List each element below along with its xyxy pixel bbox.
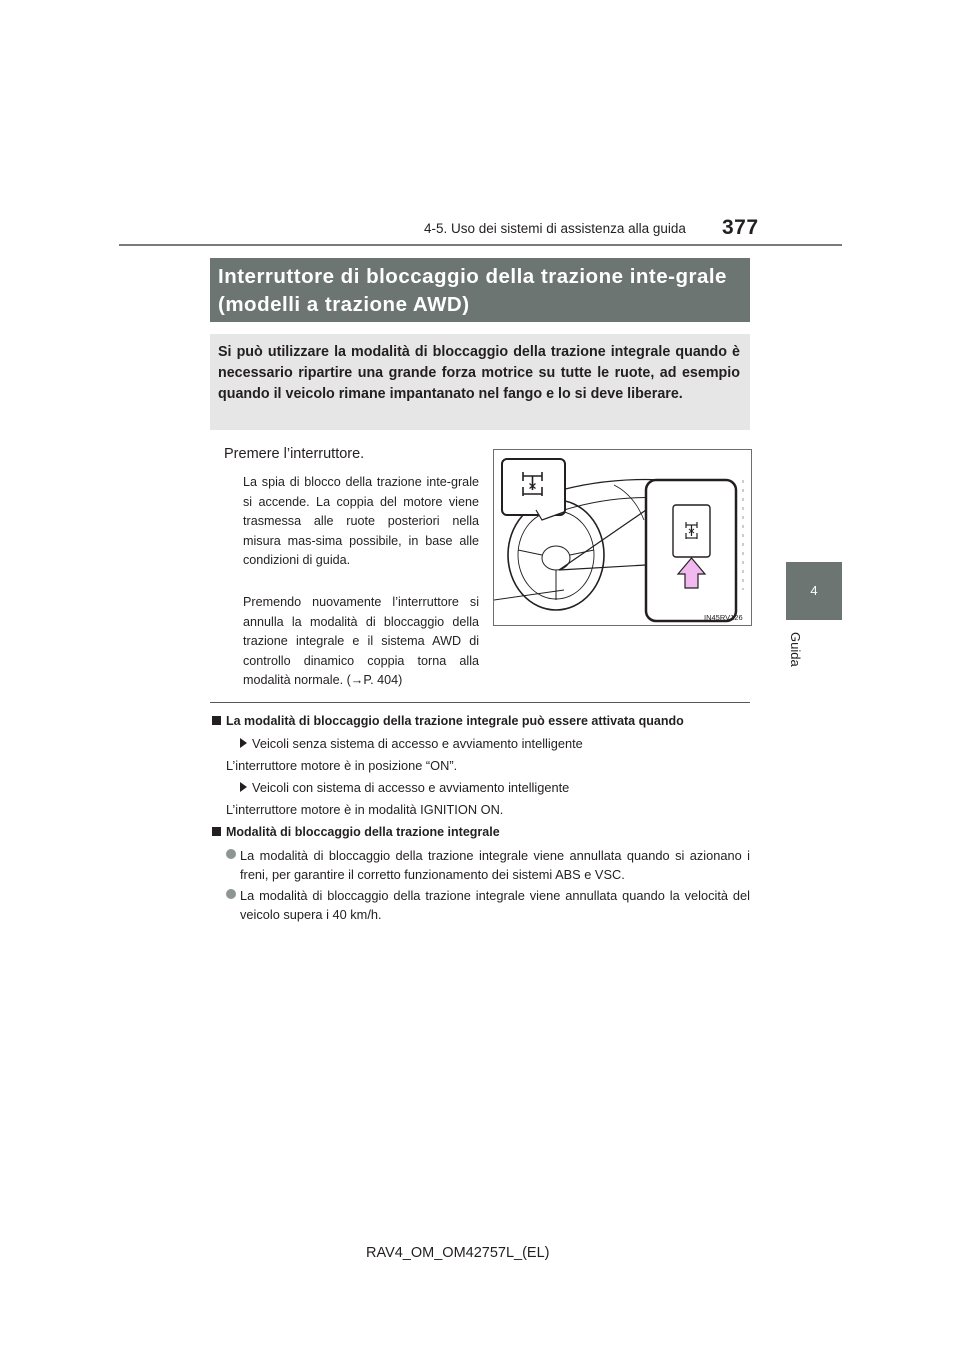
step-instruction: Premere l’interruttore. bbox=[224, 446, 365, 462]
note-bullet bbox=[226, 886, 750, 924]
condition-result: L’interruttore motore è in modalità IGNITION ON. bbox=[226, 802, 504, 817]
chapter-tab[interactable]: 4 bbox=[786, 562, 842, 620]
footer-document-code: RAV4_OM_OM42757L_(EL) bbox=[366, 1245, 550, 1261]
page-number: 377 bbox=[722, 216, 759, 239]
note-bullet-text: La modalità di bloccaggio della trazione integrale viene annullata quando si azionano i freni, per garantire il corretto funzionamento dei sistemi ABS e VSC. bbox=[240, 848, 750, 882]
note-heading-text: Modalità di bloccaggio della trazione integrale bbox=[226, 825, 500, 839]
note-bullet bbox=[226, 846, 750, 884]
intro-text: Si può utilizzare la modalità di bloccaggio della trazione integrale quando è necessario ripartire una grande forza motrice su tutte le ruote, ad esempio quando il veicolo rimane impantanato nel fango e lo si deve liberare. bbox=[218, 344, 740, 402]
circle-bullet-icon bbox=[226, 889, 236, 899]
condition-text: Veicoli con sistema di accesso e avviamento intelligente bbox=[252, 780, 570, 795]
dashboard-figure bbox=[493, 449, 752, 626]
figure-code: IN45RV126 bbox=[704, 613, 743, 622]
circle-bullet-icon bbox=[226, 849, 236, 859]
triangle-bullet-icon bbox=[240, 782, 247, 792]
section-title: Interruttore di bloccaggio della trazione inte-grale (modelli a trazione AWD) bbox=[218, 265, 727, 316]
section-header: 4-5. Uso dei sistemi di assistenza alla guida bbox=[424, 221, 686, 236]
dashboard-illustration bbox=[494, 450, 751, 625]
condition-item bbox=[240, 780, 569, 795]
condition-text: Veicoli senza sistema di accesso e avviamento intelligente bbox=[252, 736, 583, 751]
square-bullet-icon bbox=[212, 827, 221, 836]
chapter-name: Guida bbox=[788, 632, 803, 667]
condition-result: L’interruttore motore è in posizione “ON”. bbox=[226, 758, 458, 773]
condition-item bbox=[240, 736, 583, 751]
header-rule bbox=[119, 244, 842, 246]
notes-rule bbox=[210, 702, 750, 703]
step-description-1: La spia di blocco della trazione inte-grale si accende. La coppia del motore viene trasmessa alle ruote posteriori nella misura mas-sima possibile, in base alle condizioni di guida. bbox=[243, 475, 479, 568]
square-bullet-icon bbox=[212, 716, 221, 725]
intro-box bbox=[210, 334, 750, 430]
note-bullet-text: La modalità di bloccaggio della trazione integrale viene annullata quando la velocità del veicolo supera i 40 km/h. bbox=[240, 888, 750, 922]
note-heading-text: La modalità di bloccaggio della trazione integrale può essere attivata quando bbox=[226, 714, 684, 728]
note-heading-lock-mode bbox=[212, 825, 500, 839]
triangle-bullet-icon bbox=[240, 738, 247, 748]
section-title-box bbox=[210, 258, 750, 322]
step-description-2: Premendo nuovamente l’interruttore si annulla la modalità di bloccaggio della trazione integrale e il sistema AWD di controllo dinamico coppia torna alla modalità normale. (→P. 404) bbox=[243, 595, 479, 688]
note-heading-activation bbox=[212, 714, 684, 728]
